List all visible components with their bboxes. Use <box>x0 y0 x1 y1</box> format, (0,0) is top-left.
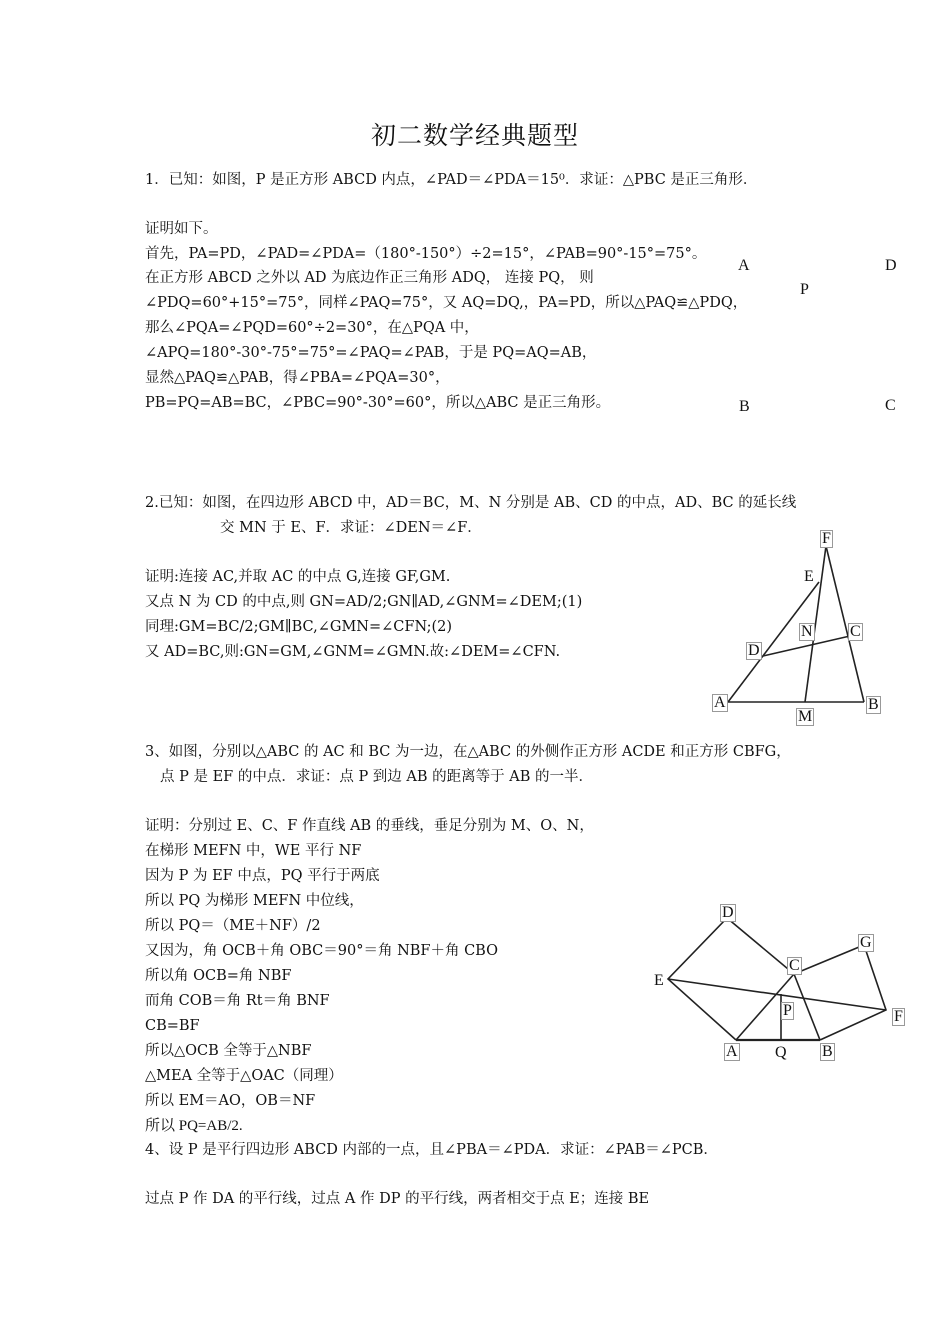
figure3-label-g: G <box>860 934 872 951</box>
segment-ef <box>668 979 886 1010</box>
figure2-label-d: D <box>748 642 760 659</box>
figure1-label-b: B <box>739 398 750 415</box>
problem1-proof-line: 那么∠PQA=∠PQD=60°÷2=30°，在△PQA 中， <box>145 320 479 336</box>
problem2-proof-line: 又 AD=BC,则:GN=GM,∠GNM=∠GMN.故:∠DEM=∠CFN. <box>145 644 561 660</box>
problem2-proof-line: 证明:连接 AC,并取 AC 的中点 G,连接 GF,GM. <box>145 569 451 585</box>
problem3-statement: 3、如图，分别以△ABC 的 AC 和 BC 为一边，在△ABC 的外侧作正方形 ACDE 和正方形 CBFG， <box>145 744 791 760</box>
figure1-label-p: P <box>800 281 809 298</box>
figure1-label-c: C <box>885 397 896 414</box>
problem4-proof-line: 过点 P 作 DA 的平行线，过点 A 作 DP 的平行线，两者相交于点 E；连接 BE <box>145 1191 650 1207</box>
problem3-statement-cont: 点 P 是 EF 的中点．求证：点 P 到边 AB 的距离等于 AB 的一半． <box>160 769 594 785</box>
problem3-proof-line: 所以 EM＝AO，OB＝NF <box>145 1093 316 1109</box>
figure3-label-p: P <box>783 1002 792 1019</box>
figure3-label-q: Q <box>775 1044 787 1061</box>
figure3-label-c: C <box>789 957 800 974</box>
problem4-statement: 4、设 P 是平行四边形 ABCD 内部的一点，且∠PBA＝∠PDA．求证：∠PAB＝∠PCB． <box>145 1142 718 1158</box>
problem3-proof-line: 所以 PQ 为梯形 MEFN 中位线， <box>145 893 364 909</box>
problem2-statement: 2.已知：如图，在四边形 ABCD 中，AD＝BC，M、N 分别是 AB、CD 的中点，AD、BC 的延长线 <box>145 495 797 511</box>
problem3-proof-line: 又因为，角 OCB＋角 OBC＝90°＝角 NBF＋角 CBO <box>145 943 498 959</box>
figure3-label-e: E <box>654 972 664 989</box>
figure2-label-a: A <box>714 694 726 711</box>
square-acde <box>668 918 794 1040</box>
problem3-proof-line: △MEA 全等于△OAC（同理） <box>145 1068 343 1084</box>
problem1-proof-line: 显然△PAQ≌△PAB，得∠PBA=∠PQA=30°， <box>145 370 450 386</box>
problem3-proof-line: 所以 PQ=AB/2. <box>145 1118 243 1134</box>
figure2-label-e: E <box>804 568 814 585</box>
figure1-label-a: A <box>738 257 750 274</box>
problem3-proof-line: 所以 PQ＝（ME＋NF）/2 <box>145 918 321 934</box>
problem3-proof-line: 所以△OCB 全等于△NBF <box>145 1043 312 1059</box>
page-title: 初二数学经典题型 <box>370 121 579 150</box>
problem1-proof-line: ∠PDQ=60°+15°=75°，同样∠PAQ=75°，又 AQ=DQ,，PA=PD，所以△PAQ≌△PDQ， <box>145 295 748 311</box>
problem1-proof-line: 证明如下。 <box>145 221 218 237</box>
figure3-label-b: B <box>822 1043 833 1060</box>
problem1-proof-line: PB=PQ=AB=BC，∠PBC=90°-30°=60°，所以△ABC 是正三角形。 <box>145 395 611 411</box>
problem3-proof-line: 在梯形 MEFN 中，WE 平行 NF <box>145 843 362 859</box>
figure2-label-f: F <box>822 530 831 547</box>
segment-bc <box>794 974 820 1040</box>
problem1-proof-line: 首先，PA=PD，∠PAD=∠PDA=（180°-150°）÷2=15°，∠PAB=90°-15°=75°。 <box>145 246 707 262</box>
problem1-proof-line: ∠APQ=180°-30°-75°=75°=∠PAQ=∠PAB，于是 PQ=AQ=AB， <box>145 345 597 361</box>
problem3-proof-line: 所以角 OCB=角 NBF <box>145 968 292 984</box>
figure1-label-d: D <box>885 257 897 274</box>
figure3-label-d: D <box>722 904 734 921</box>
problem3-proof-line: 因为 P 为 EF 中点，PQ 平行于两底 <box>145 868 380 884</box>
figure3-label-a: A <box>726 1043 738 1060</box>
problem2-proof-line: 同理:GM=BC/2;GM∥BC,∠GMN=∠CFN;(2) <box>145 619 453 635</box>
problem3-proof-line: CB=BF <box>145 1018 200 1034</box>
figure2-label-c: C <box>850 623 861 640</box>
figure2-label-n: N <box>801 623 813 640</box>
square-cbfg <box>794 945 886 1040</box>
problem1-statement: 1．已知：如图，P 是正方形 ABCD 内点，∠PAD＝∠PDA＝15⁰．求证：△PBC 是正三角形． <box>145 172 758 188</box>
problem3-proof-line: 证明：分别过 E、C、F 作直线 AB 的垂线，垂足分别为 M、O、N， <box>145 818 594 834</box>
figure2-label-m: M <box>798 708 813 725</box>
figure2-label-b: B <box>868 696 879 713</box>
problem2-statement-cont: 交 MN 于 E、F．求证：∠DEN＝∠F． <box>220 520 482 536</box>
problem3-proof-line: 而角 COB＝角 Rt＝角 BNF <box>145 993 330 1009</box>
problem1-proof-line: 在正方形 ABCD 之外以 AD 为底边作正三角形 ADQ， 连接 PQ， 则 <box>145 270 594 286</box>
figure3-label-f: F <box>894 1008 903 1025</box>
problem2-proof-line: 又点 N 为 CD 的中点,则 GN=AD/2;GN∥AD,∠GNM=∠DEM;(1) <box>145 594 583 610</box>
